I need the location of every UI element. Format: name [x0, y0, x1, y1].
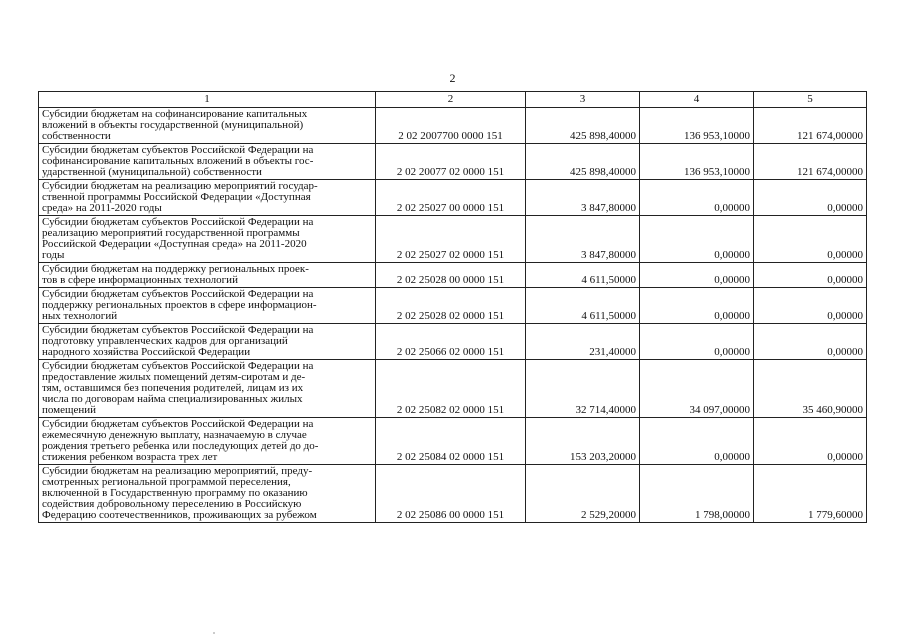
row-value-col4: 0,00000 [640, 288, 754, 324]
row-value-col3: 3 847,80000 [526, 180, 640, 216]
row-value-col4: 1 798,00000 [640, 465, 754, 523]
row-budget-code: 2 02 20077 02 0000 151 [376, 144, 526, 180]
row-value-col4: 0,00000 [640, 324, 754, 360]
table-row [39, 144, 867, 180]
table-row [39, 465, 867, 523]
row-value-col4: 34 097,00000 [640, 360, 754, 418]
row-value-col4: 0,00000 [640, 216, 754, 263]
row-description: Субсидии бюджетам на реализацию мероприятий, преду- смотренных региональной программой переселения, включенной в Государственную программу по оказанию содействия добровольному переселению в Российскую Федерацию соотечественников, проживающих за рубежом [39, 465, 376, 523]
row-value-col3: 4 611,50000 [526, 263, 640, 288]
row-value-col3: 32 714,40000 [526, 360, 640, 418]
row-value-col5: 0,00000 [754, 263, 867, 288]
row-description: Субсидии бюджетам на поддержку региональных проек- тов в сфере информационных технологий [39, 263, 376, 288]
row-description: Субсидии бюджетам на реализацию мероприятий государ- ственной программы Российской Федерации «Доступная среда» на 2011-2020 годы [39, 180, 376, 216]
column-header: 5 [754, 92, 867, 108]
row-description: Субсидии бюджетам на софинансирование капитальных вложений в объекты государственной (муниципальной) собственности [39, 108, 376, 144]
column-header: 1 [39, 92, 376, 108]
table-row [39, 216, 867, 263]
row-value-col5: 0,00000 [754, 418, 867, 465]
table-row [39, 324, 867, 360]
row-value-col4: 136 953,10000 [640, 108, 754, 144]
row-value-col5: 0,00000 [754, 180, 867, 216]
row-description: Субсидии бюджетам субъектов Российской Федерации на предоставление жилых помещений детям-сиротам и де- тям, оставшимся без попечения родителей, лицам из их числа по договорам найма специализированных жилых помещений [39, 360, 376, 418]
row-budget-code: 2 02 25027 02 0000 151 [376, 216, 526, 263]
row-budget-code: 2 02 25027 00 0000 151 [376, 180, 526, 216]
row-value-col3: 2 529,20000 [526, 465, 640, 523]
row-description: Субсидии бюджетам субъектов Российской Федерации на поддержку региональных проектов в сфере информацион- ных технологий [39, 288, 376, 324]
row-value-col3: 231,40000 [526, 324, 640, 360]
row-value-col5: 0,00000 [754, 216, 867, 263]
budget-table [38, 91, 867, 523]
row-value-col3: 3 847,80000 [526, 216, 640, 263]
row-budget-code: 2 02 25086 00 0000 151 [376, 465, 526, 523]
row-value-col4: 0,00000 [640, 418, 754, 465]
row-value-col4: 0,00000 [640, 180, 754, 216]
table-row [39, 360, 867, 418]
row-budget-code: 2 02 2007700 0000 151 [376, 108, 526, 144]
scan-speck [213, 632, 215, 634]
table-row [39, 288, 867, 324]
page-number: 2 [449, 71, 456, 85]
row-value-col3: 425 898,40000 [526, 144, 640, 180]
row-value-col4: 136 953,10000 [640, 144, 754, 180]
row-value-col3: 4 611,50000 [526, 288, 640, 324]
row-value-col5: 35 460,90000 [754, 360, 867, 418]
table-row [39, 108, 867, 144]
row-budget-code: 2 02 25028 02 0000 151 [376, 288, 526, 324]
row-description: Субсидии бюджетам субъектов Российской Федерации на реализацию мероприятий государственной программы Российской Федерации «Доступная среда» на 2011-2020 годы [39, 216, 376, 263]
table-row [39, 418, 867, 465]
row-value-col4: 0,00000 [640, 263, 754, 288]
table-row [39, 263, 867, 288]
table-header-row [39, 92, 867, 108]
row-description: Субсидии бюджетам субъектов Российской Федерации на софинансирование капитальных вложений в объекты гос- ударственной (муниципальной) собственности [39, 144, 376, 180]
column-header: 2 [376, 92, 526, 108]
row-budget-code: 2 02 25082 02 0000 151 [376, 360, 526, 418]
table-row [39, 180, 867, 216]
row-budget-code: 2 02 25084 02 0000 151 [376, 418, 526, 465]
row-value-col5: 0,00000 [754, 288, 867, 324]
row-value-col3: 425 898,40000 [526, 108, 640, 144]
row-description: Субсидии бюджетам субъектов Российской Федерации на подготовку управленческих кадров для организаций народного хозяйства Российской Федерации [39, 324, 376, 360]
row-value-col5: 0,00000 [754, 324, 867, 360]
row-value-col5: 121 674,00000 [754, 144, 867, 180]
row-budget-code: 2 02 25066 02 0000 151 [376, 324, 526, 360]
row-description: Субсидии бюджетам субъектов Российской Федерации на ежемесячную денежную выплату, назначаемую в случае рождения третьего ребенка или последующих детей до до- стижения ребенком возраста трех лет [39, 418, 376, 465]
row-value-col5: 121 674,00000 [754, 108, 867, 144]
row-value-col5: 1 779,60000 [754, 465, 867, 523]
column-header: 4 [640, 92, 754, 108]
column-header: 3 [526, 92, 640, 108]
row-budget-code: 2 02 25028 00 0000 151 [376, 263, 526, 288]
row-value-col3: 153 203,20000 [526, 418, 640, 465]
